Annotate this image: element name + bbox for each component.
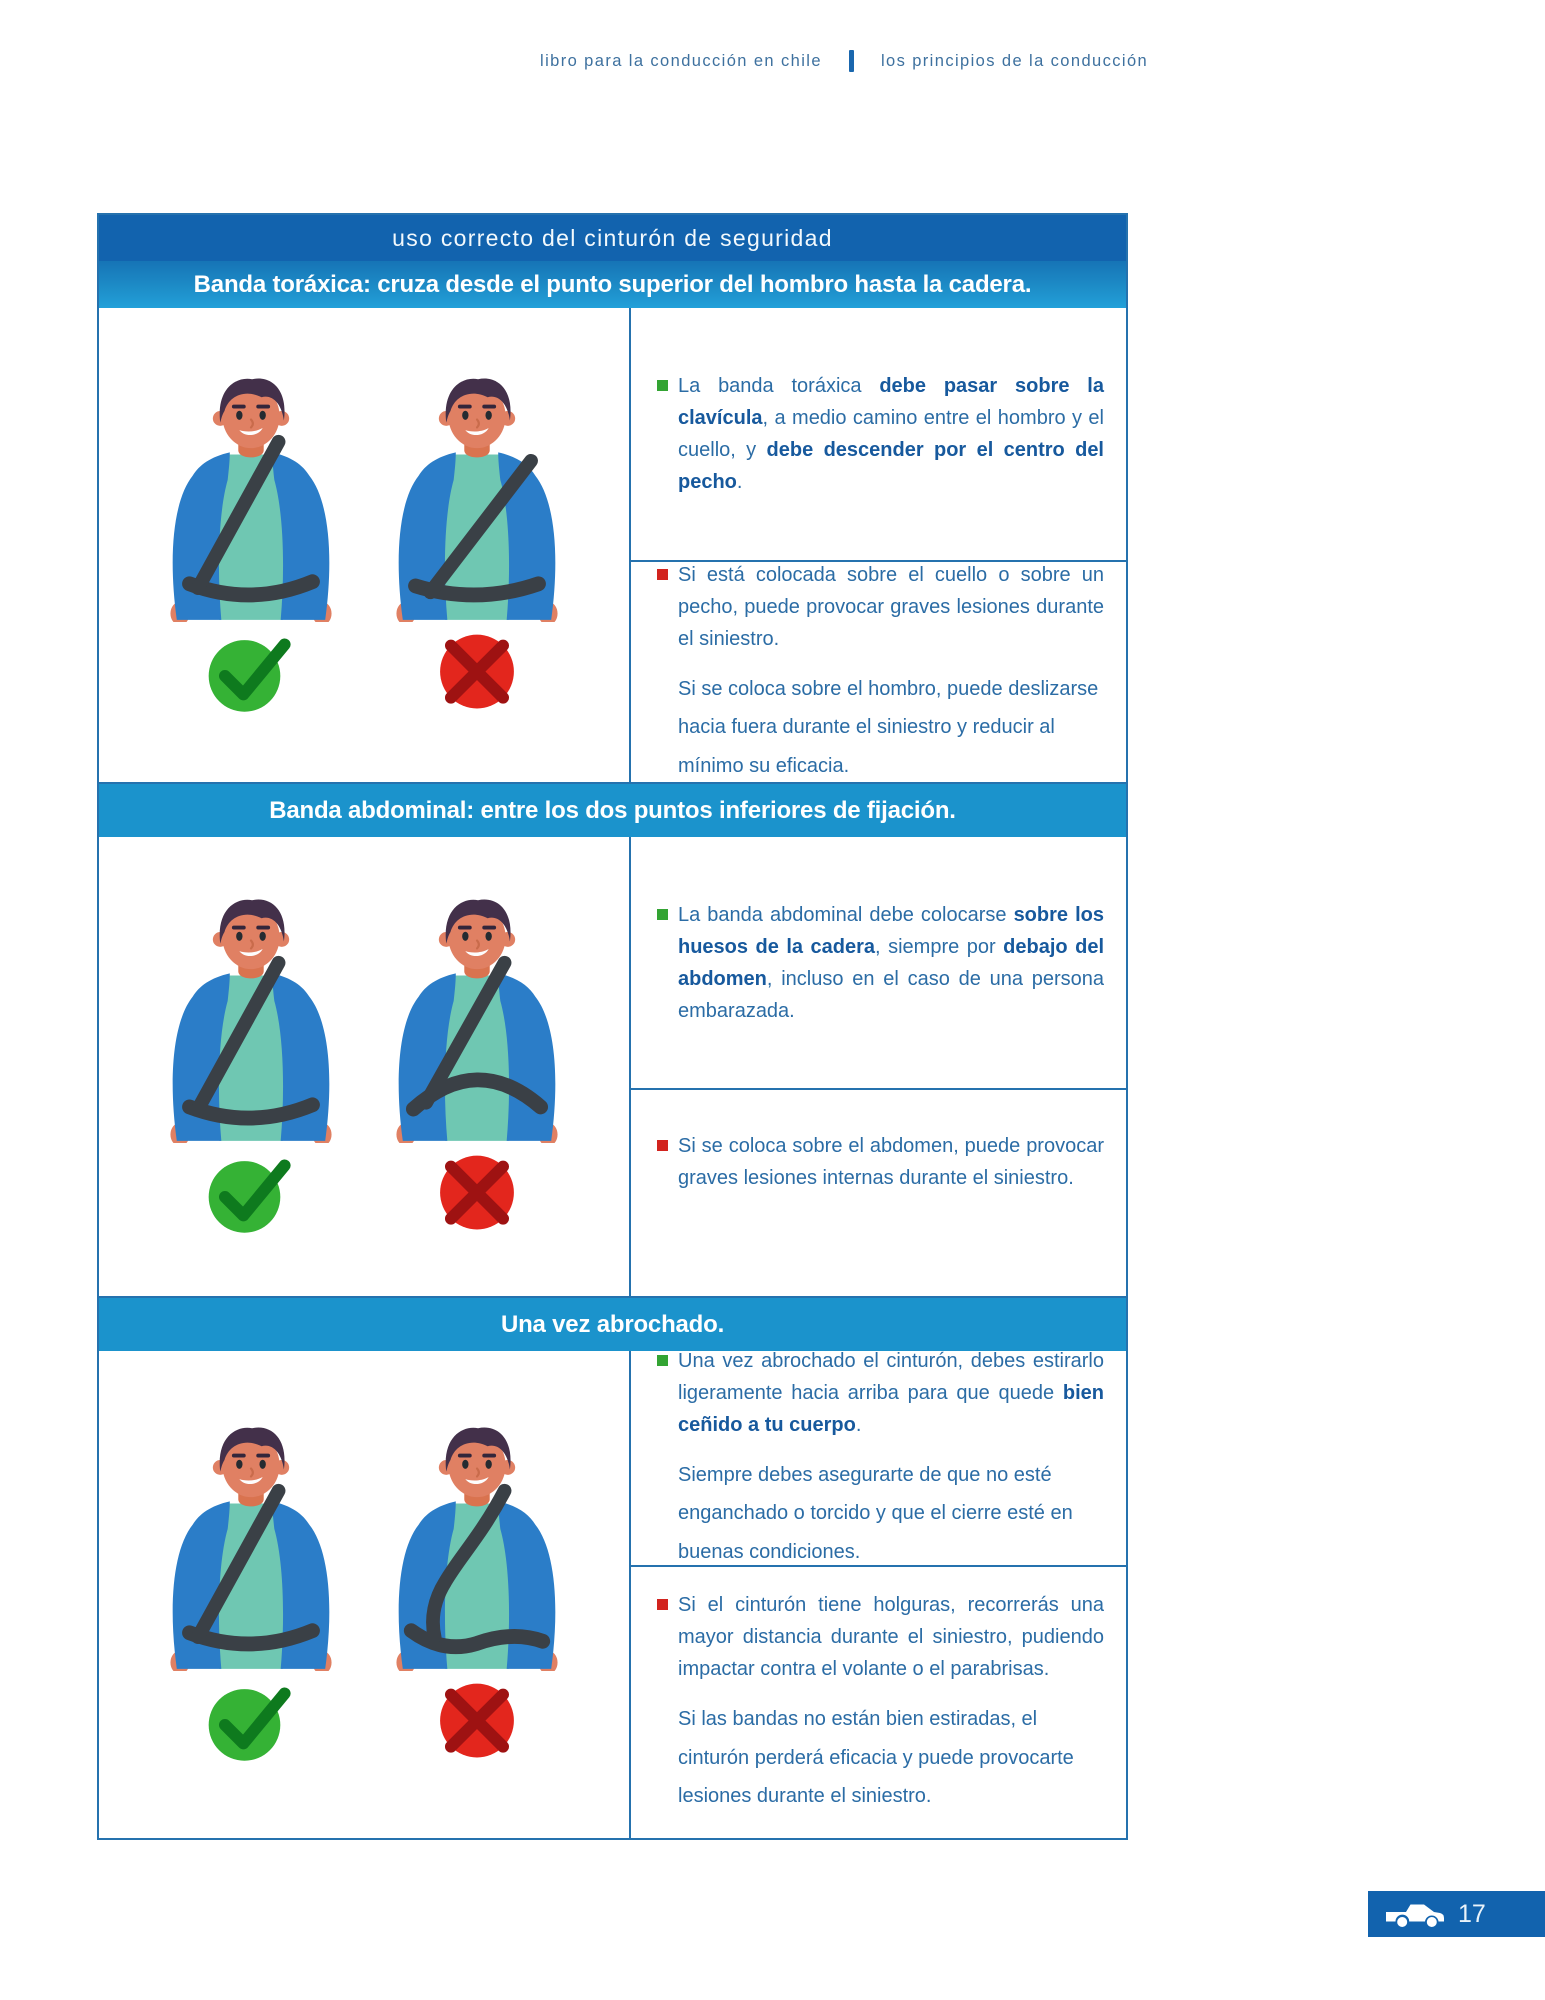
continuation-paragraph [657,1700,1104,1815]
bullet-paragraph [657,562,1104,655]
cross-icon [427,1675,527,1764]
page-number: 17 [1458,1899,1486,1928]
bullet-paragraph [657,1589,1104,1685]
bullet-paragraph [657,370,1104,498]
figure-incorrect-fastened [371,1425,583,1764]
abdominal-incorrect-usage-cell [631,1090,1126,1296]
paragraph-text: Siempre debes asegurarte de que no esté enganchado o torcido y que el cierre esté en buenas condiciones. [678,1463,1073,1563]
bullet-paragraph [657,899,1104,1027]
page-footer [1368,1891,1545,1937]
figure-incorrect-abdominal [371,897,583,1236]
person-incorrect-illustration [371,376,583,622]
green-square-bullet [657,909,668,920]
header-right-title: los principios de la conducción [880,51,1149,70]
check-icon [201,626,301,715]
paragraph-text: Si está colocada sobre el cuello o sobre un pecho, puede provocar graves lesiones durante el siniestro. [678,563,1104,650]
figure-correct-abdominal [145,897,357,1236]
person-incorrect-illustration [371,1425,583,1671]
paragraph-text: Si las bandas no están bien estiradas, el cinturón perderá eficacia y puede provocarte lesiones durante el siniestro. [678,1708,1074,1808]
person-correct-illustration [145,376,357,622]
thoracic-illustration-cell [99,308,631,782]
paragraph-text: La banda toráxica debe pasar sobre la clavícula, a medio camino entre el hombro y el cuello, y debe descender por el centro del pecho. [678,375,1104,493]
green-square-bullet [657,380,668,391]
paragraph-text: Si el cinturón tiene holguras, recorrerás una mayor distancia durante el siniestro, pudiendo impactar contra el volante o el parabrisas. [678,1594,1104,1681]
bullet-paragraph [657,1351,1104,1441]
section-thoracic-heading: Banda toráxica: cruza desde el punto superior del hombro hasta la cadera. [99,261,1126,308]
person-correct-illustration [145,897,357,1143]
fastened-illustration-cell [99,1351,631,1838]
pickup-truck-icon [1384,1900,1446,1928]
red-square-bullet [657,1140,668,1151]
continuation-paragraph [657,1456,1104,1567]
check-icon [201,1675,301,1764]
section-thoracic-band [99,308,1126,784]
paragraph-text: Si se coloca sobre el hombro, puede deslizarse hacia fuera durante el siniestro y reducir al mínimo su eficacia. [678,677,1099,777]
continuation-paragraph [657,670,1104,782]
red-square-bullet [657,1599,668,1610]
figure-correct-fastened [145,1425,357,1764]
check-icon [201,1147,301,1236]
red-square-bullet [657,569,668,580]
paragraph-text: La banda abdominal debe colocarse sobre los huesos de la cadera, siempre por debajo del abdomen, incluso en el caso de una persona embarazada. [678,903,1105,1022]
table-title: uso correcto del cinturón de seguridad [99,215,1126,261]
fastened-correct-usage-cell [631,1351,1126,1567]
section-abdominal-heading: Banda abdominal: entre los dos puntos inferiores de fijación. [99,784,1126,837]
section-abdominal-band [99,837,1126,1298]
cross-icon [427,626,527,715]
header-left-title: libro para la conducción en chile [540,51,822,70]
cross-icon [427,1147,527,1236]
figure-incorrect-thoracic [371,376,583,715]
header-separator-bar [849,50,854,72]
fastened-incorrect-usage-cell [631,1567,1126,1838]
abdominal-correct-usage-cell [631,837,1126,1090]
section-fastened-heading: Una vez abrochado. [99,1298,1126,1351]
abdominal-illustration-cell [99,837,631,1296]
seatbelt-usage-table [97,213,1128,1840]
person-correct-illustration [145,1425,357,1671]
bullet-paragraph [657,1130,1104,1194]
green-square-bullet [657,1355,668,1366]
paragraph-text: Si se coloca sobre el abdomen, puede provocar graves lesiones internas durante el siniestro. [678,1135,1104,1189]
person-incorrect-illustration [371,897,583,1143]
thoracic-correct-usage-cell [631,308,1126,562]
section-once-fastened [99,1351,1126,1838]
paragraph-text: Una vez abrochado el cinturón, debes estirarlo ligeramente hacia arriba para que quede bien ceñido a tu cuerpo. [678,1351,1104,1436]
page-header [540,50,1148,72]
figure-correct-thoracic [145,376,357,715]
thoracic-incorrect-usage-cell [631,562,1126,782]
